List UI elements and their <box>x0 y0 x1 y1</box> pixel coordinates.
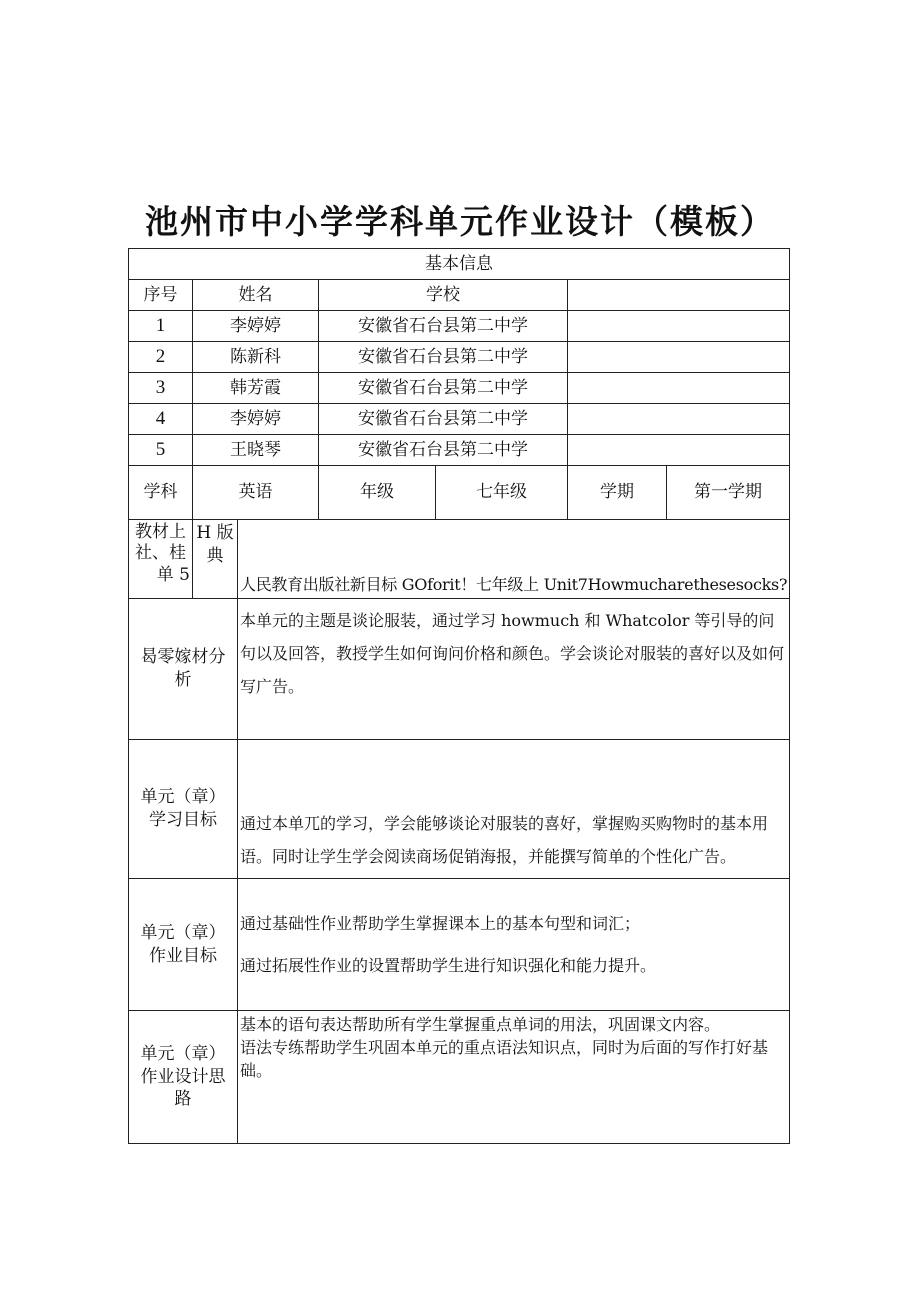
textbook-sublabel-line2: 典 <box>206 545 224 566</box>
homework-goal-label-line2: 作业目标 <box>149 945 217 966</box>
empty-cell <box>568 435 790 466</box>
member-school: 安徽省石台县第二中学 <box>319 311 568 342</box>
member-school: 安徽省石台县第二中学 <box>319 342 568 373</box>
textbook-label-line2: 社、桂 <box>135 543 186 564</box>
member-school: 安徽省石台县第二中学 <box>319 373 568 404</box>
subject-label: 学科 <box>129 466 193 520</box>
grade-label: 年级 <box>319 466 436 520</box>
member-no: 2 <box>129 342 193 373</box>
homework-goal-label <box>129 879 238 1011</box>
learning-goal-label-line1: 单元（章） <box>140 787 226 808</box>
textbook-label-line1: 教材上 <box>135 522 186 542</box>
subject-row <box>129 466 790 520</box>
textbook-label <box>129 520 193 599</box>
member-name: 韩芳霞 <box>193 373 319 404</box>
term-label: 学期 <box>568 466 667 520</box>
textbook-row <box>129 520 790 599</box>
analysis-label <box>129 599 238 740</box>
term-value: 第一学期 <box>667 466 790 520</box>
textbook-sublabel-line1: H 版 <box>196 523 234 543</box>
analysis-label-line1: 曷零嫁材分 <box>140 647 226 668</box>
col-header-name: 姓名 <box>193 280 319 311</box>
learning-goal-label-line2: 学习目标 <box>149 810 217 830</box>
page-title: 池州市中小学学科单元作业设计（模板） <box>145 202 775 241</box>
unit-design-table <box>128 248 790 1144</box>
subject-value: 英语 <box>193 466 319 520</box>
homework-goal-line1: 通过基础性作业帮助学生掌握课本上的基本句型和词汇； <box>240 913 641 933</box>
member-name: 李婷婷 <box>193 311 319 342</box>
learning-goal-text: 通过本单兀的学习，学会能够谈论对服装的喜好，掌握购买购物时的基本用语。同时让学生学会阅读商场促销海报，并能撰写简单的个性化广告。 <box>238 740 790 879</box>
learning-goal-row <box>129 740 790 879</box>
analysis-text: 本单元的主题是谈论服装，通过学习 howmuch 和 Whatcolor 等引导的问句以及回答，教授学生如何询问价格和颜色。学会谈论对服装的喜好以及如何写广告。 <box>238 599 790 740</box>
empty-cell <box>568 342 790 373</box>
analysis-label-line2: 析 <box>174 670 192 690</box>
design-idea-label-line2: 作业设计思 <box>140 1066 226 1087</box>
col-header-no: 序号 <box>129 280 193 311</box>
design-idea-label-line1: 单元（章） <box>140 1043 226 1064</box>
col-header-school: 学校 <box>319 280 568 311</box>
section-header: 基本信息 <box>129 249 790 280</box>
member-no: 1 <box>129 311 193 342</box>
analysis-row <box>129 599 790 740</box>
empty-cell <box>568 311 790 342</box>
textbook-label-line3: 单 5 <box>156 564 190 585</box>
design-idea-line1: 基本的语句表达帮助所有学生掌握重点单词的用法，巩固课文内容。 <box>240 1015 721 1034</box>
table-row <box>129 311 790 342</box>
empty-cell <box>568 404 790 435</box>
textbook-sublabel <box>193 520 238 599</box>
member-name: 李婷婷 <box>193 404 319 435</box>
table-row <box>129 342 790 373</box>
member-name: 陈新科 <box>193 342 319 373</box>
table-row <box>129 404 790 435</box>
design-idea-label <box>129 1011 238 1144</box>
member-no: 3 <box>129 373 193 404</box>
design-idea-line2: 语法专练帮助学生巩固本单元的重点语法知识点，同时为后面的写作打好基础。 <box>240 1038 769 1081</box>
homework-goal-row <box>129 879 790 1011</box>
empty-cell <box>568 373 790 404</box>
design-idea-row <box>129 1011 790 1144</box>
textbook-value: 人民教育出版社新目标 GOforit！七年级上 Unit7Howmucharethesesocks? <box>238 520 790 599</box>
member-no: 4 <box>129 404 193 435</box>
member-school: 安徽省石台县第二中学 <box>319 435 568 466</box>
member-name: 王晓琴 <box>193 435 319 466</box>
homework-goal-line2: 通过拓展性作业的设置帮助学生进行知识强化和能力提升。 <box>240 955 657 975</box>
table-row <box>129 373 790 404</box>
table-row <box>129 435 790 466</box>
grade-value: 七年级 <box>436 466 568 520</box>
empty-cell <box>568 280 790 311</box>
learning-goal-label <box>129 740 238 879</box>
design-idea-text <box>238 1011 790 1144</box>
column-header-row <box>129 280 790 311</box>
design-idea-label-line3: 路 <box>174 1089 192 1110</box>
homework-goal-label-line1: 单元（章） <box>140 922 226 943</box>
member-no: 5 <box>129 435 193 466</box>
homework-goal-text <box>238 879 790 1011</box>
member-school: 安徽省石台县第二中学 <box>319 404 568 435</box>
section-header-row <box>129 249 790 280</box>
